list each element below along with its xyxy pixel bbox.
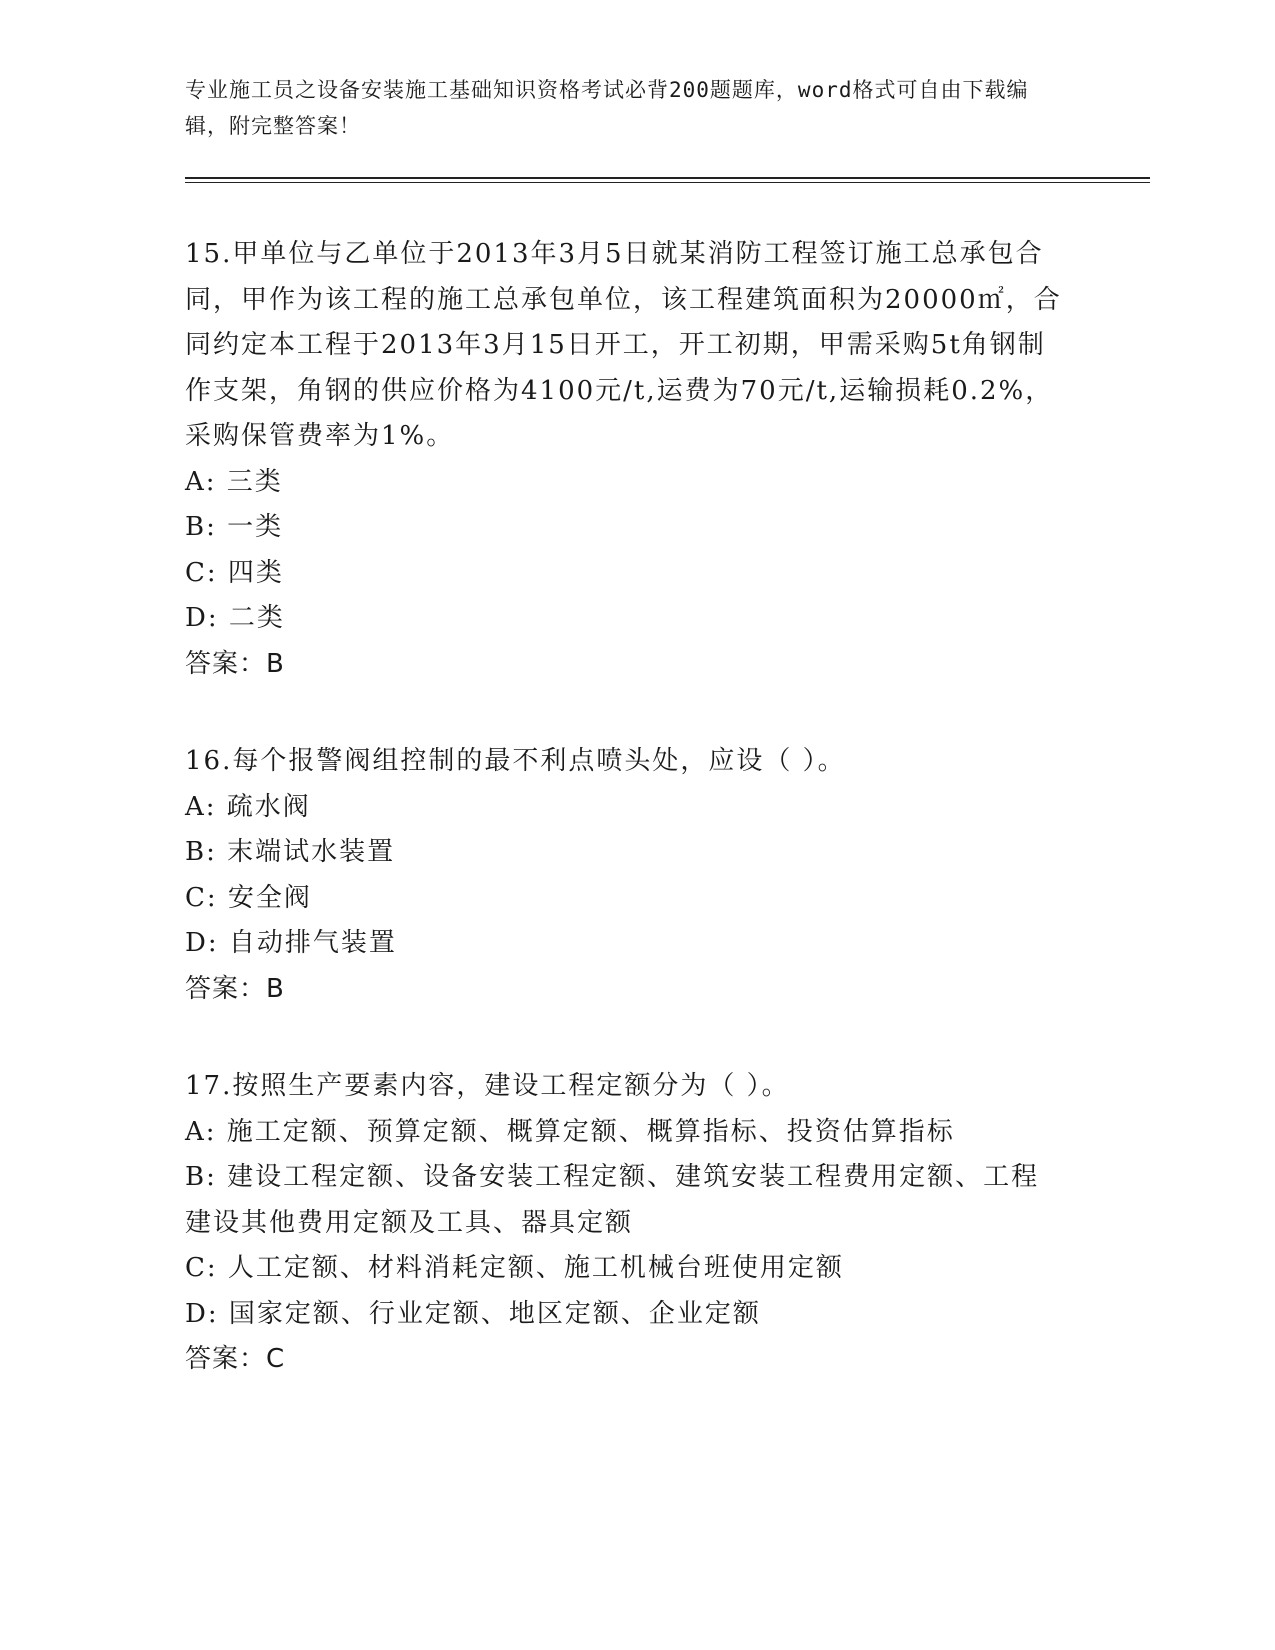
option-a: A: 施工定额、预算定额、概算定额、概算指标、投资估算指标 xyxy=(185,1116,955,1147)
option-d: D: 国家定额、行业定额、地区定额、企业定额 xyxy=(185,1298,761,1329)
answer-line: 答案：B xyxy=(185,648,285,679)
option-c: C: 安全阀 xyxy=(185,882,312,913)
question-17 xyxy=(185,1064,1065,1383)
header-divider-thick xyxy=(185,177,1150,179)
option-a: A: 疏水阀 xyxy=(185,791,311,822)
question-15 xyxy=(185,232,1065,687)
question-text: 17.按照生产要素内容，建设工程定额分为（ ）。 xyxy=(185,1071,790,1101)
option-b: B: 一类 xyxy=(185,512,284,542)
option-c: C: 四类 xyxy=(185,557,284,588)
question-text: 16.每个报警阀组控制的最不利点喷头处，应设（ ）。 xyxy=(185,746,846,776)
option-b: B: 建设工程定额、设备安装工程定额、建筑安装工程费用定额、工程建设其他费用定额及工具、器具定额 xyxy=(185,1162,1040,1238)
answer-line: 答案：C xyxy=(185,1344,286,1374)
option-d: D: 自动排气装置 xyxy=(185,928,397,958)
header-divider-thin xyxy=(185,182,1150,183)
question-list xyxy=(185,232,1065,1435)
option-b: B: 末端试水装置 xyxy=(185,837,396,867)
document-header: 专业施工员之设备安装施工基础知识资格考试必背200题题库，word格式可自由下载编辑，附完整答案！ xyxy=(185,78,1029,138)
option-a: A: 三类 xyxy=(185,466,283,497)
question-text: 15.甲单位与乙单位于2013年3月5日就某消防工程签订施工总承包合同，甲作为该工程的施工总承包单位，该工程建筑面积为20000㎡，合同约定本工程于2013年3月15日开工，开工初期，甲需采购5t角钢制作支架，角钢的供应价格为4100元/t,运费为70元/t,运输损耗0.2%，采购保管费率为1%。 xyxy=(185,239,1062,451)
question-16 xyxy=(185,739,1065,1012)
answer-line: 答案：B xyxy=(185,973,285,1004)
option-c: C: 人工定额、材料消耗定额、施工机械台班使用定额 xyxy=(185,1253,844,1283)
option-d: D: 二类 xyxy=(185,603,285,633)
